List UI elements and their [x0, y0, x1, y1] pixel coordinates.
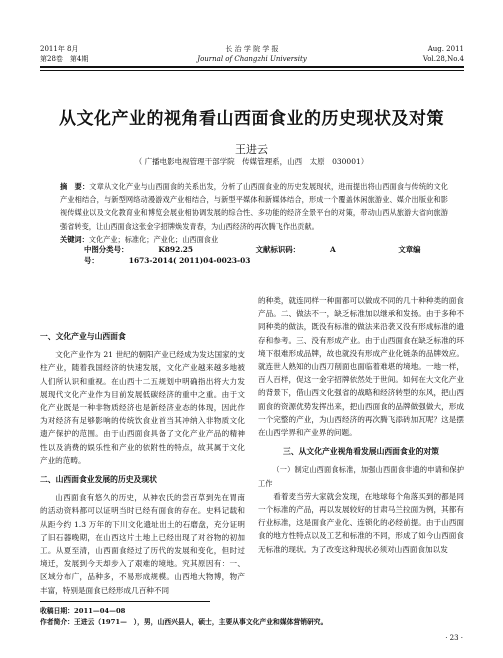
section-heading-2: 二、山西面食业发展的历史及现状: [40, 475, 157, 485]
journal-name-cn: 长 治 学 院 学 报: [225, 45, 279, 53]
article-title: 从文化产业的视角看山西面食业的历史现状及对策: [59, 109, 444, 129]
header-date-en: Aug. 2011: [427, 45, 464, 53]
abstract: [60, 180, 448, 246]
abstract-text: 文章从文化产业与山西面食的关系出发，分析了山西面食业的历史发展现状，进而提出将山西面食与传统的文化产业相结合，与新型网络动漫游戏产业相结合，与新型平媒体和新媒体结合，形成一个覆盖休闲旅游业、媒介出版业和影视传媒业以及文化教育业和博览会展业相协调发展的综合性、多功能的经济全景平台的对策，带动山西从旅游大省向旅游强省转变，让山西面食这张金字招牌焕发青春，为山西经济的再次腾飞作出贡献。: [60, 182, 448, 231]
header-volume: 第28卷 第4期: [40, 55, 89, 63]
author-affiliation: （ 广播电影电视管理干部学院 传媒管理系，山西 太原 030001）: [134, 157, 369, 166]
section-heading-3: 三、从文化产业视角看发展山西面食业的对策: [283, 447, 439, 457]
paragraph-section-2: 山西面食有悠久的历史，从神农氏的尝百草到先在胃南的活动资料都可以证明当时已经有面食的存在。史料记载和从距今约 1.3 万年的下川文化遗址出土的石磨盘，充分证明了旧石器晚期，在山西这片土地上已经出现了对谷物的初加工。从夏至清，山西面食经过了历代的发展和变化，但时过境迁，发展到今天却步入了艰难的境地。究其原因有：一、区域分布广，品种多，不易形成规模。山西地大物博，物产丰富，特别是面食已经形成几百种不同: [40, 493, 245, 595]
subsection-heading: （一）制定山西面食标准，加强山西面食非遗的申请和保护工作: [258, 465, 464, 488]
clc-code: 中图分类号： K892.25: [84, 245, 194, 254]
footnote: [40, 606, 464, 628]
keywords-label: 关键词：: [60, 234, 89, 244]
section-heading-1: 一、文化产业与山西面食: [40, 332, 126, 341]
article-number: 文章编号： 1673-2014( 2011)04-0023-03: [84, 245, 421, 265]
page-number: · 23 ·: [445, 634, 463, 642]
journal-name-en: Journal of Changzhi University: [197, 55, 307, 63]
right-column: [258, 294, 464, 556]
header-date: 2011年 8月: [40, 45, 79, 53]
left-column: [40, 324, 245, 597]
footnote-rule: [40, 601, 210, 602]
paragraph-continued: 的种类，就连同样一种面都可以做成不同的几十种种类的面食产品。二、做法不一，缺乏标准加以继承和发扬。由于多种不同种类的做法，既没有标准的做法来沿袭又没有形成标准的遗存和参考。三、没有形成产业。由于山西面食在缺乏标准的环境下很难形成品牌，故也就没有形成产业化链条的品牌效应。就连世人熟知的山西刀削面也面临着难堪的境地。一地一样，百人百样，促这一金字招牌依然处于世间。如何在大文化产业的背景下，借山西文化强省的战略和经济转型的东风，把山西面食的资源优势发挥出来，把山西面食的品牌做强做大，形成一个完整的产业，为山西经济的再次腾飞添砖加瓦呢？这是摆在山西学界和产业界的问题。: [258, 296, 464, 438]
author-bio: 作者简介：王进云（1971— ），男，山西兴县人，硕士，主要从事文化产业和媒体营销研究。: [40, 618, 328, 626]
paragraph-section-3: 看着麦当劳大家就会发现，在地球每个角落买到的都是同一个标准的产品，再以发展较好的甘肃马兰拉面为例，其都有行业标准，这是面食产业化、连锁化的必经前提。由于山西面食的地方性特点以及工艺和标准的不同，形成了如今山西面食无标准的现状。为了改变这种现状必须对山西面食加以发: [258, 491, 464, 554]
header-right: [423, 44, 464, 64]
paragraph-section-1: 文化产业作为 21 世纪的朝阳产业已经成为发达国家的支柱产业，随着我国经济的快速发展，文化产业越来越多地被人们所认识和重视。在山西十二五规划中明确指出将大力发展现代文化产业作为目前发展低碳经济的重中之重。由于文化产业既是一种非物质经济也是新经济业态的体现，因此作为对经济有足够影响的传统饮食业首当其冲纳入非物质文化遗产保护的范围。由于山西面食具备了文化产业产品的精神性以及消费的娱乐性和产业的依附性的特点，故其属于文化产业的范畴。: [40, 350, 245, 465]
header-rule-thin: [40, 70, 464, 71]
received-date: 收稿日期：2011—04—08: [40, 607, 126, 615]
keywords-text: 文化产业；标准化；产业化；山西面食业: [88, 234, 219, 244]
doc-code: 文献标识码： A: [255, 245, 336, 254]
header-volume-en: Vol.28,No.4: [422, 55, 464, 63]
classification-line: [84, 244, 464, 266]
header-rule-thick: [40, 66, 464, 68]
header-center: [40, 44, 464, 64]
abstract-label: 摘 要：: [60, 182, 90, 191]
author-name: 王进云: [235, 143, 268, 156]
